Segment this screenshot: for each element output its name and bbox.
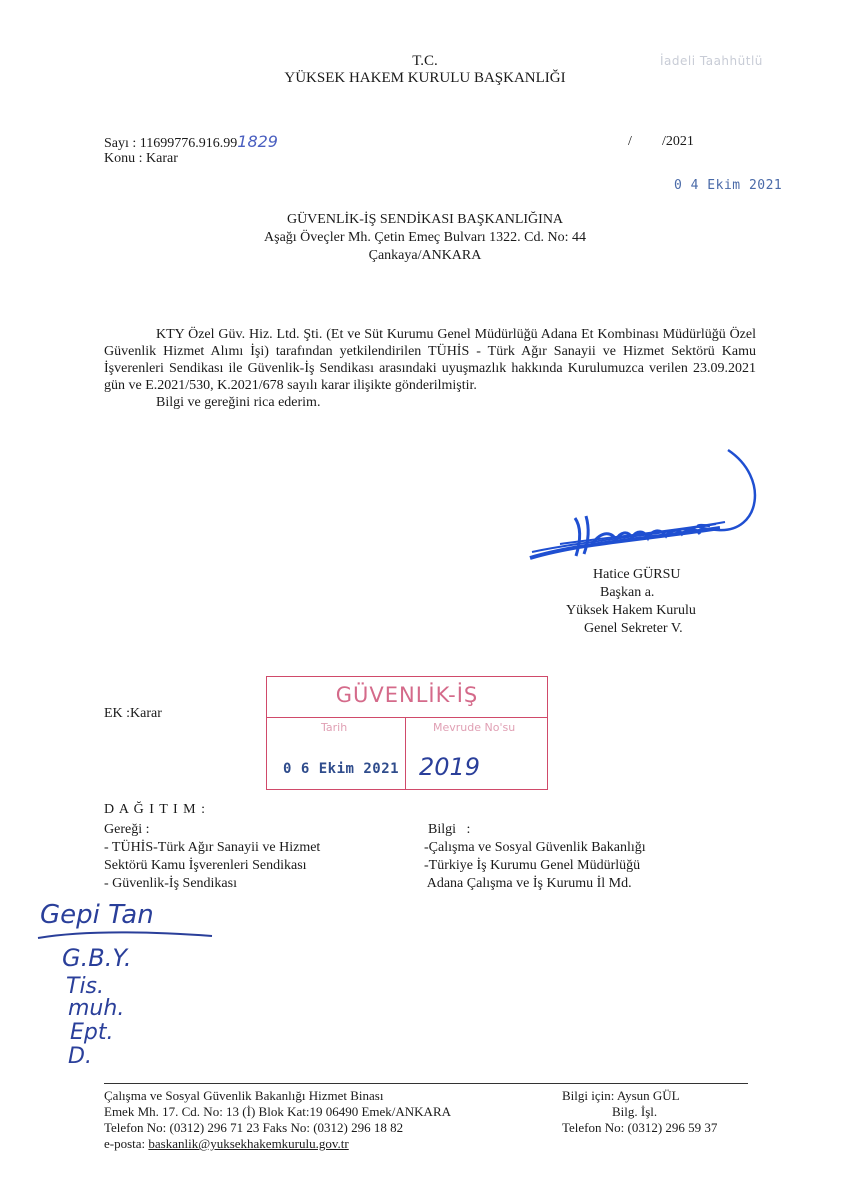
recipient-name: GÜVENLİK-İŞ SENDİKASI BAŞKANLIĞINA <box>286 212 564 227</box>
handwritten-note: Gepi Tan <box>40 900 154 930</box>
handwritten-note: Tis. <box>66 974 105 999</box>
date-year: /2021 <box>662 134 694 149</box>
footer-rule <box>104 1083 748 1084</box>
attachment-label: EK <box>104 706 123 721</box>
signer-title-2: Yüksek Hakem Kurulu <box>566 603 696 618</box>
distribution-left-item: - Güvenlik-İş Sendikası <box>104 876 237 891</box>
distribution-right-header: Bilgi : <box>428 822 471 837</box>
footer-email-line <box>104 1136 349 1151</box>
entry-stamp-col2-header: Mevrude No'su <box>433 721 516 734</box>
sayi-label: Sayı <box>104 136 129 151</box>
entry-stamp <box>266 676 548 790</box>
institution-name: YÜKSEK HAKEM KURULU BAŞKANLIĞI <box>284 70 566 86</box>
handwritten-note: Ept. <box>70 1020 114 1045</box>
footer-email-link[interactable]: baskanlik@yuksekhakemkurulu.gov.tr <box>148 1136 349 1151</box>
footer-info-role: Bilg. İşl. <box>612 1104 658 1119</box>
footer-info-phone: Telefon No: (0312) 296 59 37 <box>562 1120 718 1135</box>
distribution-right-item: Adana Çalışma ve İş Kurumu İl Md. <box>424 876 632 891</box>
handwritten-underline <box>36 928 216 944</box>
corner-stamp: İadeli Taahhütlü <box>660 54 763 68</box>
distribution-left-item: - TÜHİS-Türk Ağır Sanayii ve Hizmet <box>104 840 321 855</box>
signature-scribble <box>520 448 770 578</box>
header-tc: T.C. <box>412 53 438 69</box>
body-paragraph-2: Bilgi ve gereğini rica ederim. <box>156 395 321 410</box>
distribution-left-item: Sektörü Kamu İşverenleri Sendikası <box>104 858 307 873</box>
received-date-stamp: 0 4 Ekim 2021 <box>674 178 783 193</box>
konu-label: Konu <box>104 151 136 166</box>
konu-line <box>104 150 178 167</box>
distribution-right-item: -Türkiye İş Kurumu Genel Müdürlüğü <box>424 858 641 873</box>
attachment-value: :Karar <box>126 706 162 721</box>
body-paragraph-1: KTY Özel Güv. Hiz. Ltd. Şti. (Et ve Süt Kurumu Genel Müdürlüğü Adana Et Kombinası Müdürlüğü Özel Güvenlik Hizmet Alımı İşi) tarafından yetkilendirilen TÜHİS - Türk Ağır Sanayii ve Hizmet Sektörü Kamu İşverenleri Sendikası ile Güvenlik-İş Sendikası arasındaki uyuşmazlık hakkında Kurulumuzca verilen 23.09.2021 gün ve E.2021/530, K.2021/678 sayılı karar ilişikte gönderilmiştir. <box>104 327 756 393</box>
sayi-value: : 11699776.916.99 <box>132 136 238 151</box>
footer-address-2: Emek Mh. 17. Cd. No: 13 (İ) Blok Kat:19 06490 Emek/ANKARA <box>104 1104 452 1119</box>
footer-email-label: e-posta: <box>104 1136 146 1151</box>
entry-stamp-column-divider <box>405 717 406 789</box>
signer-name: Hatice GÜRSU <box>593 567 681 582</box>
recipient-address-1: Aşağı Öveçler Mh. Çetin Emeç Bulvarı 1322. Cd. No: 44 <box>264 230 586 245</box>
entry-stamp-col1-header: Tarih <box>321 721 348 734</box>
signer-title-3: Genel Sekreter V. <box>584 621 683 636</box>
date-slash: / <box>628 134 632 149</box>
handwritten-note: muh. <box>68 996 125 1021</box>
recipient-address-2: Çankaya/ANKARA <box>368 248 482 263</box>
footer-phones: Telefon No: (0312) 296 71 23 Faks No: (0312) 296 18 82 <box>104 1120 404 1135</box>
footer-address-1: Çalışma ve Sosyal Güvenlik Bakanlığı Hizmet Binası <box>104 1088 384 1103</box>
attachment-line <box>104 705 162 722</box>
footer-info-label: Bilgi için: Aysun GÜL <box>562 1088 680 1103</box>
distribution-left-header: Gereği : <box>104 822 150 837</box>
signer-title-1: Başkan a. <box>600 585 655 600</box>
entry-stamp-date: 0 6 Ekim 2021 <box>283 761 400 777</box>
konu-value: : Karar <box>138 151 178 166</box>
entry-stamp-number: 2019 <box>419 753 481 781</box>
entry-stamp-divider <box>267 717 547 718</box>
distribution-right-item: -Çalışma ve Sosyal Güvenlik Bakanlığı <box>424 840 646 855</box>
handwritten-note: D. <box>68 1044 92 1069</box>
entry-stamp-title: GÜVENLİK-İŞ <box>335 683 479 707</box>
handwritten-note: G.B.Y. <box>62 944 132 972</box>
sayi-handwritten: 1829 <box>237 132 278 151</box>
distribution-title: D A Ğ I T I M : <box>104 802 206 817</box>
letter-body <box>104 326 756 411</box>
